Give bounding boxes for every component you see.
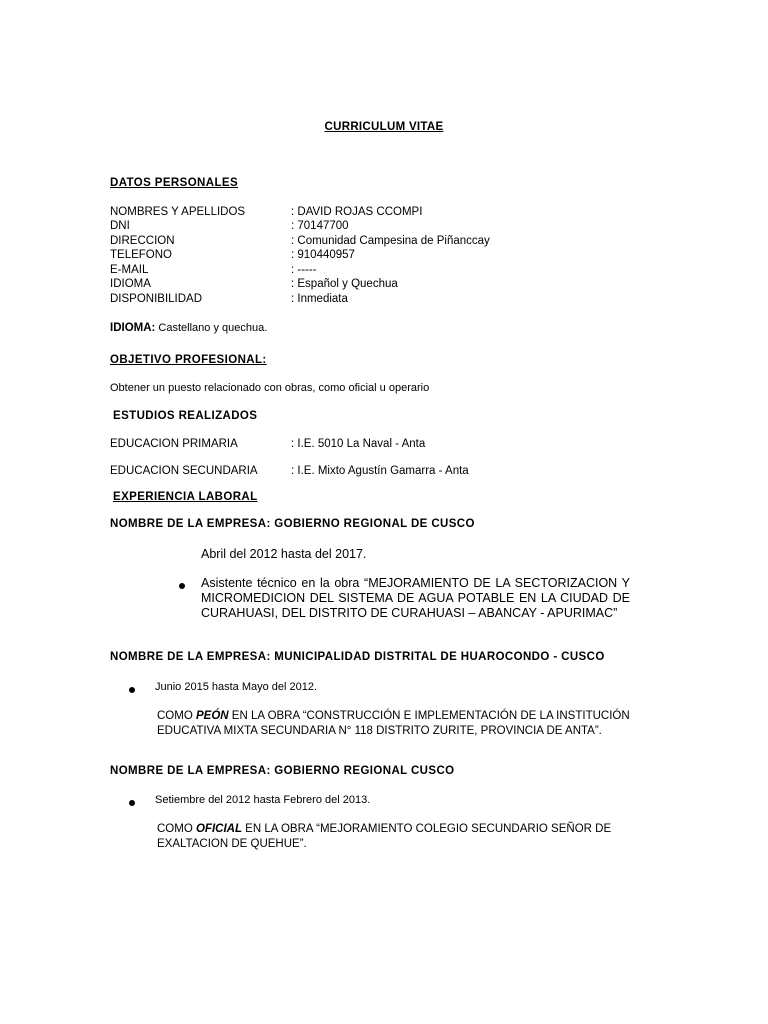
personal-label: NOMBRES Y APELLIDOS	[110, 206, 246, 218]
idioma-label: IDIOMA:	[110, 322, 156, 334]
idioma-line	[110, 322, 267, 334]
personal-value: : 70147700	[291, 220, 349, 232]
personal-value: : Inmediata	[291, 293, 348, 305]
personal-value: : 910440957	[291, 249, 355, 261]
bullet-icon	[129, 800, 135, 806]
objetivo-text: Obtener un puesto relacionado con obras, como oficial u operario	[110, 382, 430, 394]
estudios-label: EDUCACION SECUNDARIA	[110, 465, 258, 477]
estudios-value: : I.E. Mixto Agustín Gamarra - Anta	[291, 465, 469, 477]
personal-label: TELEFONO	[110, 249, 172, 261]
job-role-suffix: EN LA OBRA “CONSTRUCCIÓN E IMPLEMENTACIÓN DE LA INSTITUCIÓN EDUCATIVA MIXTA SECUNDARIA N° 118 DISTRITO ZURITE, PROVINCIA DE ANTA”.	[157, 710, 630, 737]
job-period: Setiembre del 2012 hasta Febrero del 2013.	[155, 794, 371, 806]
personal-row	[110, 264, 670, 279]
personal-row	[110, 206, 670, 221]
idioma-value: Castellano y quechua.	[155, 322, 268, 334]
personal-row	[110, 235, 670, 250]
estudios-heading: ESTUDIOS REALIZADOS	[113, 410, 258, 422]
job-period: Junio 2015 hasta Mayo del 2012.	[155, 681, 318, 693]
personal-row	[110, 249, 670, 264]
personal-value: : DAVID ROJAS CCOMPI	[291, 206, 423, 218]
job-role: OFICIAL	[195, 823, 242, 835]
personal-label: E-MAIL	[110, 264, 149, 276]
personal-row	[110, 220, 670, 235]
bullet-icon	[179, 583, 185, 589]
job-role-text	[157, 709, 647, 739]
job-role-prefix: COMO	[157, 710, 196, 722]
estudios-row	[110, 465, 670, 480]
estudios-label: EDUCACION PRIMARIA	[110, 438, 238, 450]
personal-row	[110, 293, 670, 308]
personal-value: : Comunidad Campesina de Piñanccay	[291, 235, 490, 247]
job-period: Abril del 2012 hasta del 2017.	[201, 547, 367, 561]
personal-row	[110, 278, 670, 293]
personal-value: : -----	[291, 264, 317, 276]
personal-label: DIRECCION	[110, 235, 175, 247]
job-company: NOMBRE DE LA EMPRESA: GOBIERNO REGIONAL DE CUSCO	[110, 518, 475, 530]
document-title: CURRICULUM VITAE	[324, 121, 444, 133]
personal-label: DNI	[110, 220, 130, 232]
job-role-prefix: COMO	[157, 823, 196, 835]
job-role-suffix: EN LA OBRA “MEJORAMIENTO COLEGIO SECUNDARIO SEÑOR DE EXALTACION DE QUEHUE”.	[157, 823, 612, 850]
estudios-row	[110, 438, 670, 453]
personal-value: : Español y Quechua	[291, 278, 398, 290]
job-company: NOMBRE DE LA EMPRESA: MUNICIPALIDAD DISTRITAL DE HUAROCONDO - CUSCO	[110, 651, 605, 663]
job-role: PEÓN	[195, 710, 229, 722]
job-description: Asistente técnico en la obra “MEJORAMIENTO DE LA SECTORIZACION Y MICROMEDICION DEL SISTEMA DE AGUA POTABLE EN LA CIUDAD DE CURAHUASI, DEL DISTRITO DE CURAHUASI – ABANCAY - APURIMAC”	[201, 576, 630, 620]
datos-personales-heading: DATOS PERSONALES	[110, 177, 239, 189]
experiencia-heading: EXPERIENCIA LABORAL	[113, 491, 258, 503]
estudios-value: : I.E. 5010 La Naval - Anta	[291, 438, 426, 450]
job-company: NOMBRE DE LA EMPRESA: GOBIERNO REGIONAL CUSCO	[110, 765, 455, 777]
bullet-icon	[129, 687, 135, 693]
objetivo-heading: OBJETIVO PROFESIONAL:	[110, 354, 267, 366]
job-role-text	[157, 822, 647, 852]
personal-label: IDIOMA	[110, 278, 151, 290]
personal-label: DISPONIBILIDAD	[110, 293, 203, 305]
